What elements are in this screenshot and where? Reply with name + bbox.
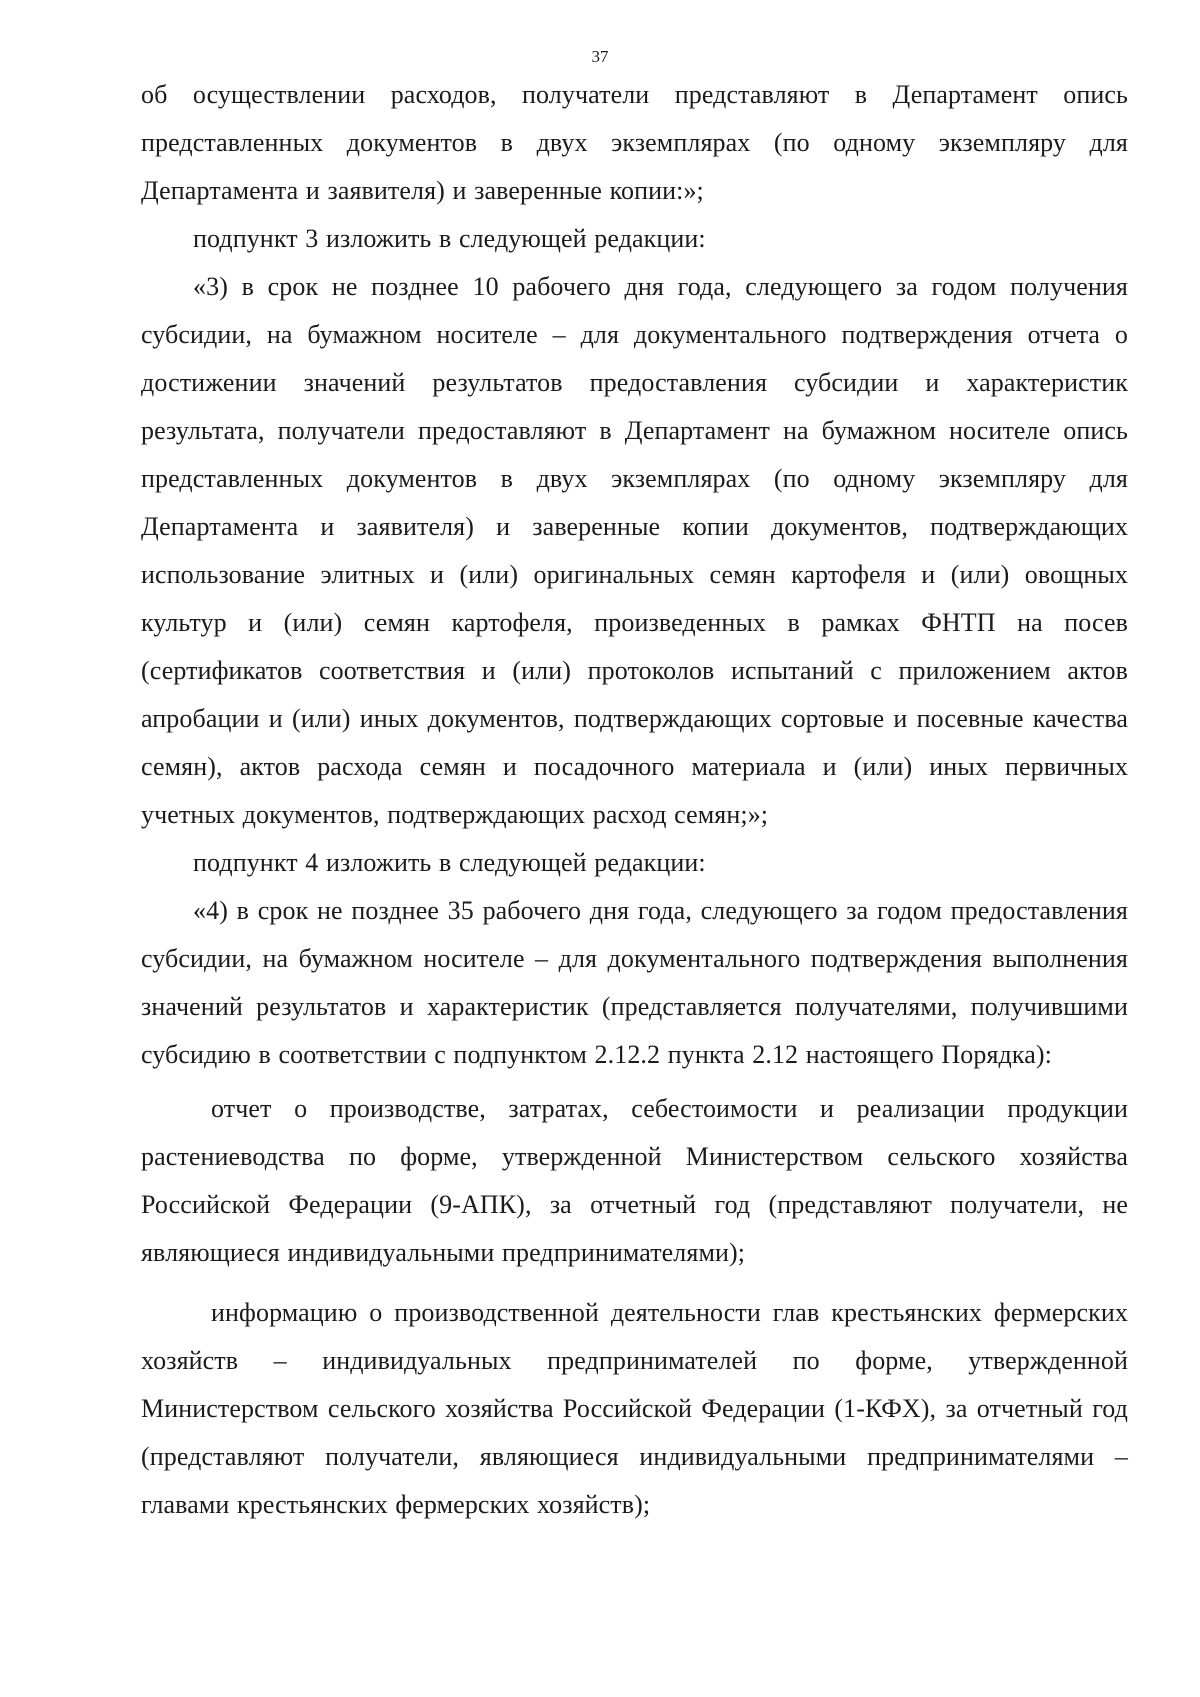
paragraph-subpoint-3-intro: подпункт 3 изложить в следующей редакции:	[193, 224, 706, 253]
paragraph-subpoint-4-text: «4) в срок не позднее 35 рабочего дня года, следующего за годом предоставления субсидии, на бумажном носителе – для документального подтверждения выполнения значений результатов и характеристик (представляется получателями, получившими субсидию в соответствии с подпунктом 2.12.2 пункта 2.12 настоящего Порядка):	[141, 896, 1128, 1069]
paragraph-subpoint-4-intro: подпункт 4 изложить в следующей редакции:	[193, 848, 706, 877]
paragraph-subpoint-3-text: «3) в срок не позднее 10 рабочего дня года, следующего за годом получения субсидии, на бумажном носителе – для документального подтверждения отчета о достижении значений результатов предоставления субсидии и характеристик результата, получатели предоставляют в Департамент на бумажном носителе опись представленных документов в двух экземплярах (по одному экземпляру для Департамента и заявителя) и заверенные копии документов, подтверждающих использование элитных и (или) оригинальных семян картофеля и (или) овощных культур и (или) семян картофеля, произведенных в рамках ФНТП на посев (сертификатов соответствия и (или) протоколов испытаний с приложением актов апробации и (или) иных документов, подтверждающих сортовые и посевные качества семян), актов расхода семян и посадочного материала и (или) иных первичных учетных документов, подтверждающих расход семян;»;	[141, 272, 1128, 829]
paragraph-report-1-kfh: информацию о производственной деятельности глав крестьянских фермерских хозяйств – индивидуальных предпринимателей по форме, утвержденной Министерством сельского хозяйства Российской Федерации (1-КФХ), за отчетный год (представляют получатели, являющиеся индивидуальными предпринимателями – главами крестьянских фермерских хозяйств);	[141, 1298, 1128, 1519]
page-number: 37	[591, 47, 609, 66]
paragraph-report-9-apk: отчет о производстве, затратах, себестоимости и реализации продукции растениеводства по форме, утвержденной Министерством сельского хозяйства Российской Федерации (9-АПК), за отчетный год (представляют получатели, не являющиеся индивидуальными предпринимателями);	[141, 1094, 1128, 1267]
paragraph-continuation: об осуществлении расходов, получатели представляют в Департамент опись представленных документов в двух экземплярах (по одному экземпляру для Департамента и заявителя) и заверенные копии:»;	[141, 80, 1128, 205]
document-body	[141, 71, 1128, 1529]
